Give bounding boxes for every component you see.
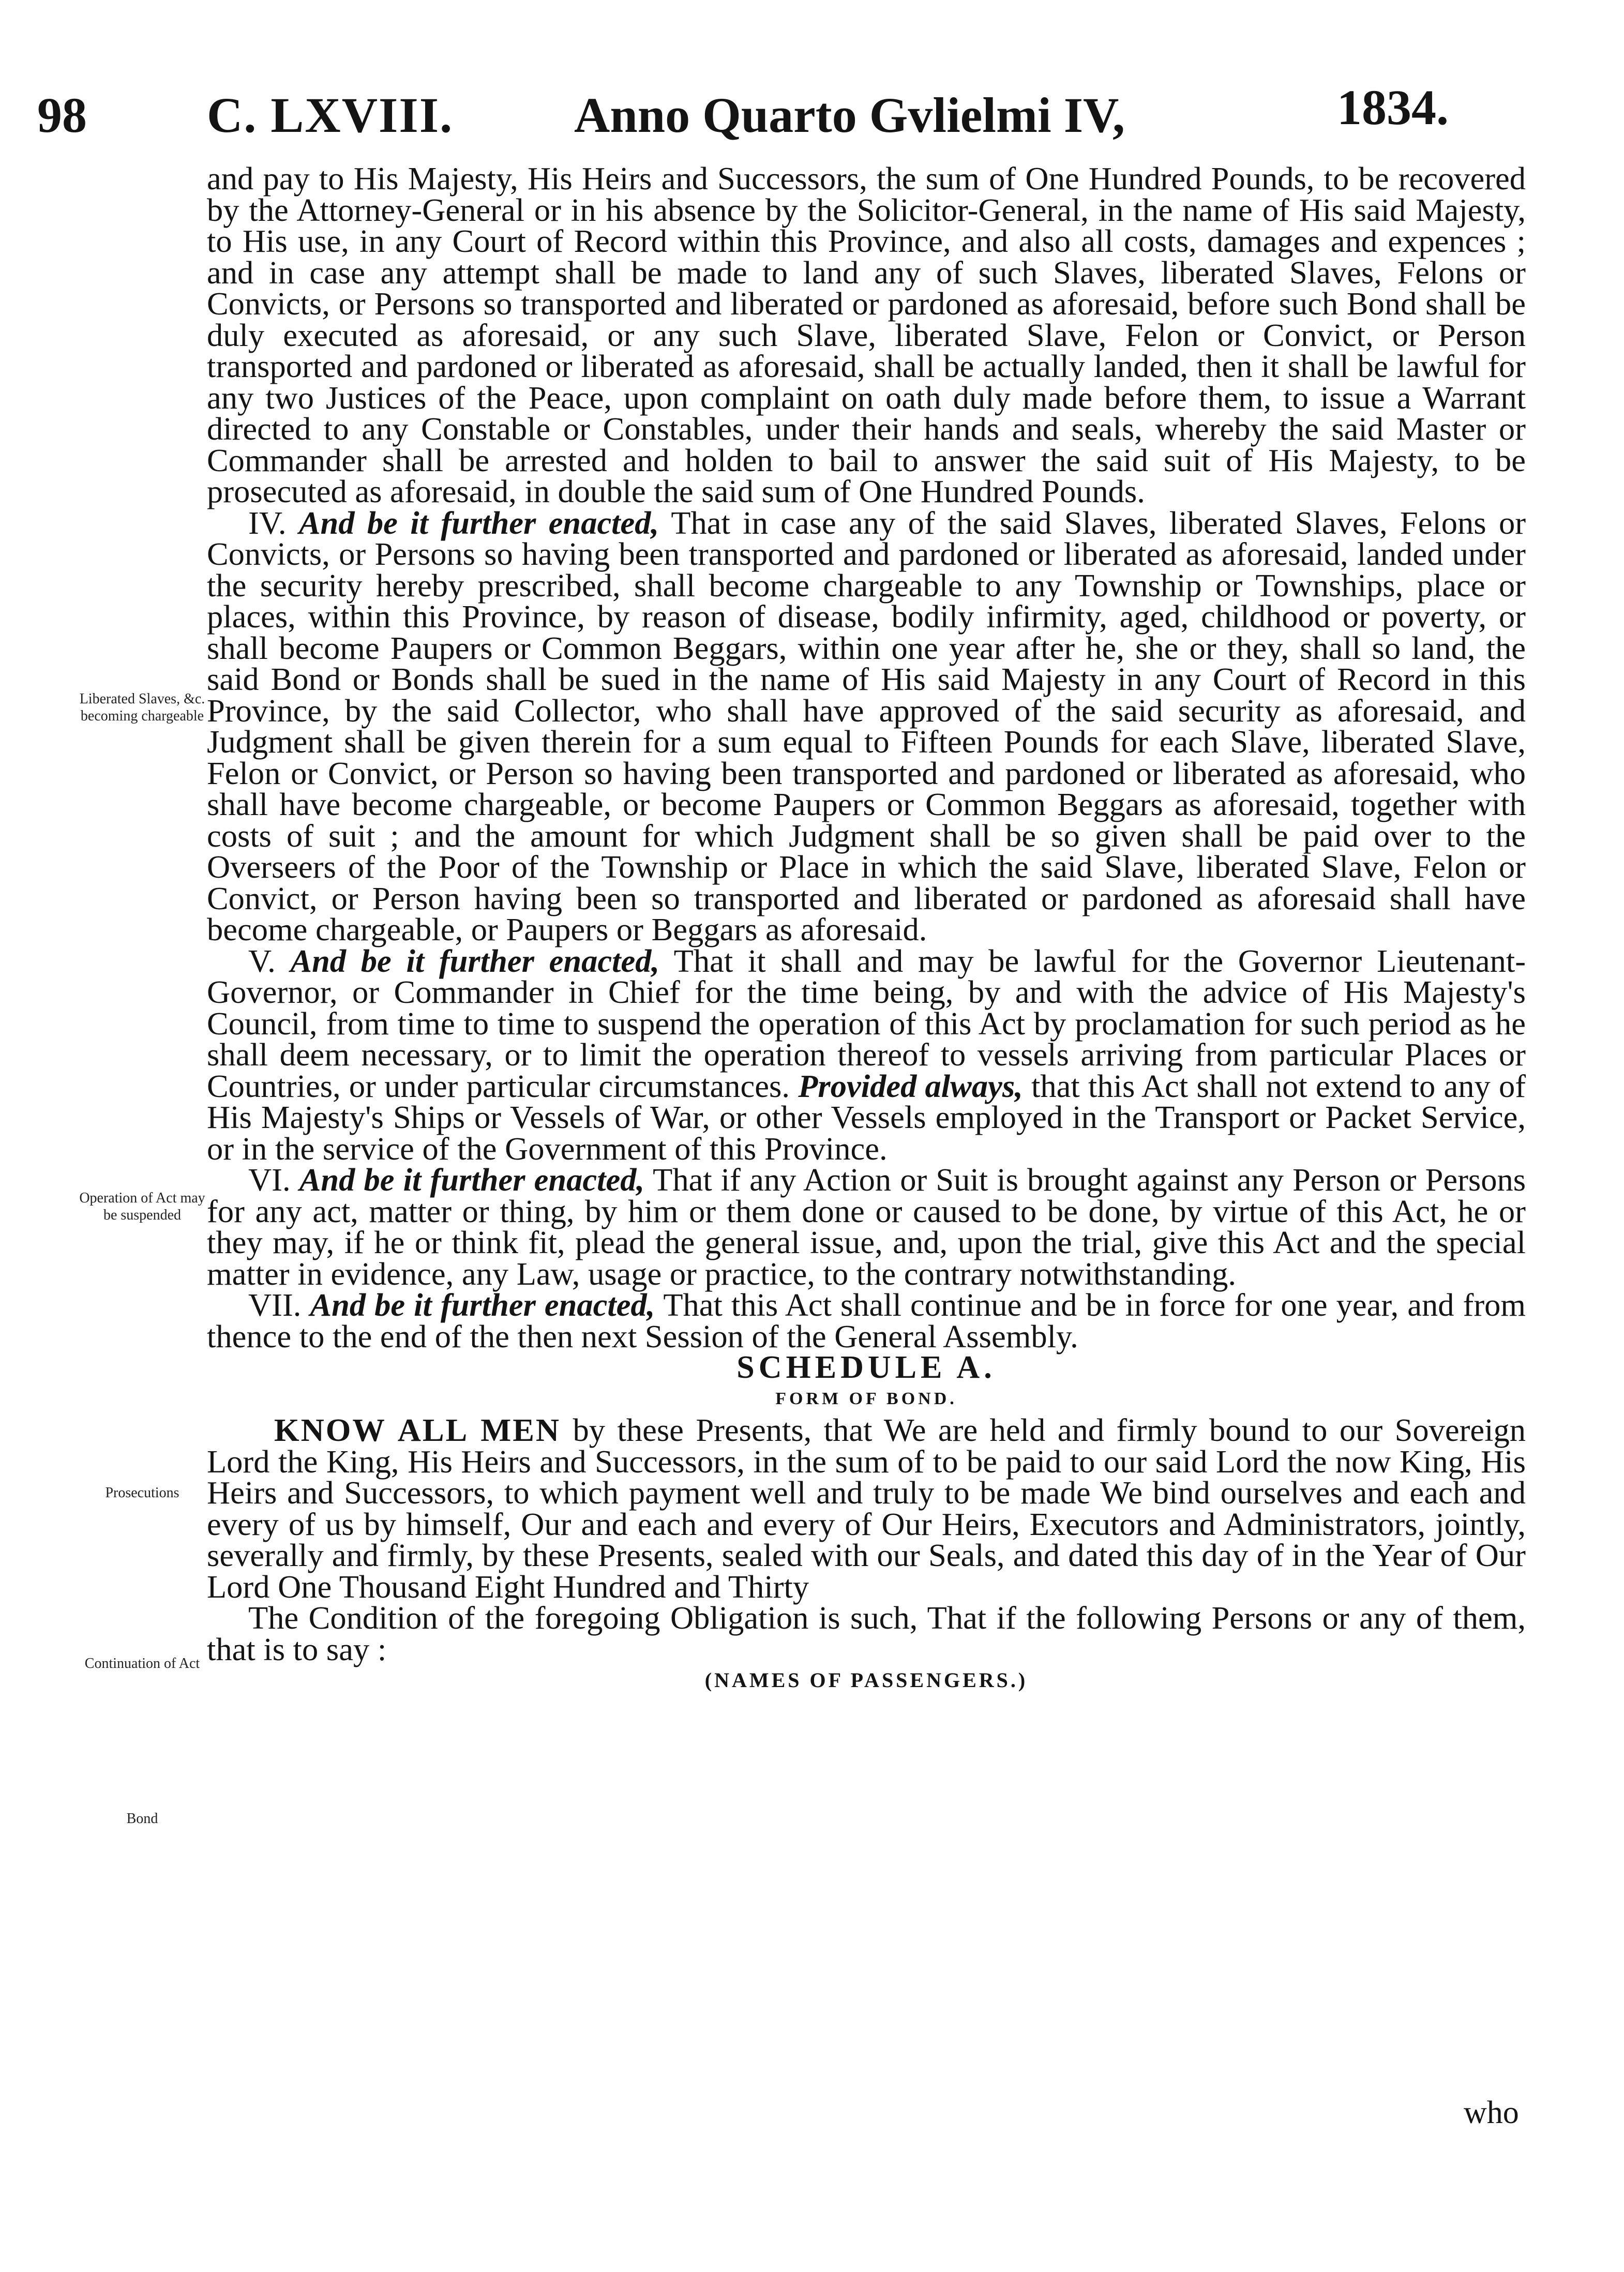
section-text: That it shall and may be lawful for the Governor Lieutenant-Governor, or Commander in Chief for the time being, by and with the advice of His Majesty's Council, from time to time to suspend the operation of this Act by proclamation for such period as he shall deem necessary, or to limit the operation thereof to vessels arriving from particular Places or Countries, or under particular circumstances. [207, 942, 1526, 1104]
catchword: who [1464, 2095, 1519, 2130]
enacting-clause: And be it further enacted, [290, 942, 660, 979]
passengers-caption: (NAMES OF PASSENGERS.) [704, 1668, 1028, 1692]
chapter-heading: C. LXVIII. [207, 87, 454, 143]
section-text: That in case any of the said Slaves, liberated Slaves, Felons or Convicts, or Persons so having been transported and pardoned or liberated as aforesaid, landed under the security hereby prescribed, shall become chargeable to any Township or Townships, place or places, within this Province, by reason of disease, bodily infirmity, aged, childhood or poverty, or shall become Paupers or Common Beggars, within one year after he, she or they, shall so land, the said Bond or Bonds shall be sued in the name of His said Majesty in any Court of Record in this Province, by the said Collector, who shall have approved of the said security as aforesaid, and Judgment shall be given therein for a sum equal to Fifteen Pounds for each Slave, liberated Slave, Felon or Convict, or Person so having been transported and pardoned or liberated as aforesaid, who shall have become chargeable, or become Paupers or Common Beggars as aforesaid, together with costs of suit ; and the amount for which Judgment shall be so given shall be paid over to the Overseers of the Poor of the Township or Place in which the said Slave, liberated Slave, Felon or Convict, or Person having been so transported and liberated or pardoned as aforesaid shall have become chargeable, or Paupers or Beggars as aforesaid. [207, 504, 1526, 947]
paragraph-continuation: and pay to His Majesty, His Heirs and Successors, the sum of One Hundred Pounds, to be recovered by the Attorney-General or in his absence by the Solicitor-General, in the name of His said Majesty, to His use, in any Court of Record within this Province, and also all costs, damages and expences ; and in case any attempt shall be made to land any of such Slaves, liberated Slaves, Felons or Convicts, or Persons so transported and liberated or pardoned as aforesaid, before such Bond shall be duly executed as aforesaid, or any such Slave, liberated Slave, Felon or Convict, or Person transported and pardoned or liberated as aforesaid, shall be actually landed, then it shall be lawful for any two Justices of the Peace, upon complaint on oath duly made before them, to issue a Warrant directed to any Constable or Constables, under their hands and seals, whereby the said Master or Commander shall be arrested and holden to bail to answer the said suit of His Majesty, to be prosecuted as aforesaid, in double the said sum of One Hundred Pounds. [207, 160, 1526, 509]
enacting-clause: And be it further enacted, [310, 1287, 655, 1323]
section-vii [207, 1287, 1526, 1355]
section-number: V. [248, 942, 276, 979]
bond-opening-words: KNOW ALL MEN [274, 1412, 561, 1448]
section-text: That if any Action or Suit is brought against any Person or Persons for any act, matter or thing, by him or them done or caused to be done, by virtue of this Act, he or they may, if he or think fit, plead the general issue, and, upon the trial, give this Act and the special matter in evidence, any Law, usage or practice, to the contrary notwithstanding. [207, 1162, 1526, 1292]
enacting-clause: And be it further enacted, [299, 1162, 645, 1198]
page-number: 98 [37, 87, 87, 143]
section-v [207, 942, 1526, 1167]
proviso-clause: Provided always, [798, 1067, 1023, 1104]
running-title: Anno Quarto Gvlielmi IV, [574, 87, 1125, 143]
section-text: That this Act shall continue and be in force for one year, and from thence to the end of the then next Session of the General Assembly. [207, 1287, 1526, 1355]
section-number: IV. [248, 504, 287, 541]
section-iv [207, 504, 1526, 947]
margin-note-bond: Bond [126, 1811, 158, 1827]
section-number: VII. [248, 1287, 302, 1323]
bond-text [207, 1412, 1526, 1605]
bond-body: by these Presents, that We are held and firmly bound to our Sovereign Lord the King, His Heirs and Successors, in the sum of to be paid to our said Lord the now King, His Heirs and Successors, to which payment well and truly to be made We bind ourselves and each and every of us by himself, Our and each and every of Our Heirs, Executors and Administrators, jointly, severally and firmly, by these Presents, sealed with our Seals, and dated this day of in the Year of Our Lord One Thousand Eight Hundred and Thirty [207, 1412, 1526, 1605]
year-heading: 1834. [1337, 80, 1449, 135]
form-of-bond-heading: FORM OF BOND. [775, 1389, 957, 1408]
section-number: VI. [248, 1162, 291, 1198]
margin-note-prosecutions: Prosecutions [105, 1485, 179, 1501]
margin-note-operation: Operation of Act may be suspended [79, 1190, 205, 1223]
section-text: that this Act shall not extend to any of His Majesty's Ships or Vessels of War, or other Vessels employed in the Transport or Packet Service, or in the service of the Government of this Province. [207, 1067, 1526, 1167]
section-vi [207, 1162, 1526, 1292]
bond-condition: The Condition of the foregoing Obligation is such, That if the following Persons or any of them, that is to say : [207, 1600, 1526, 1667]
margin-note-liberated: Liberated Slaves, &c. becoming chargeable [79, 691, 205, 724]
margin-note-continuation: Continuation of Act [84, 1656, 200, 1672]
enacting-clause: And be it further enacted, [298, 504, 659, 541]
schedule-heading: SCHEDULE A. [736, 1350, 996, 1385]
statute-body [207, 160, 1526, 1696]
